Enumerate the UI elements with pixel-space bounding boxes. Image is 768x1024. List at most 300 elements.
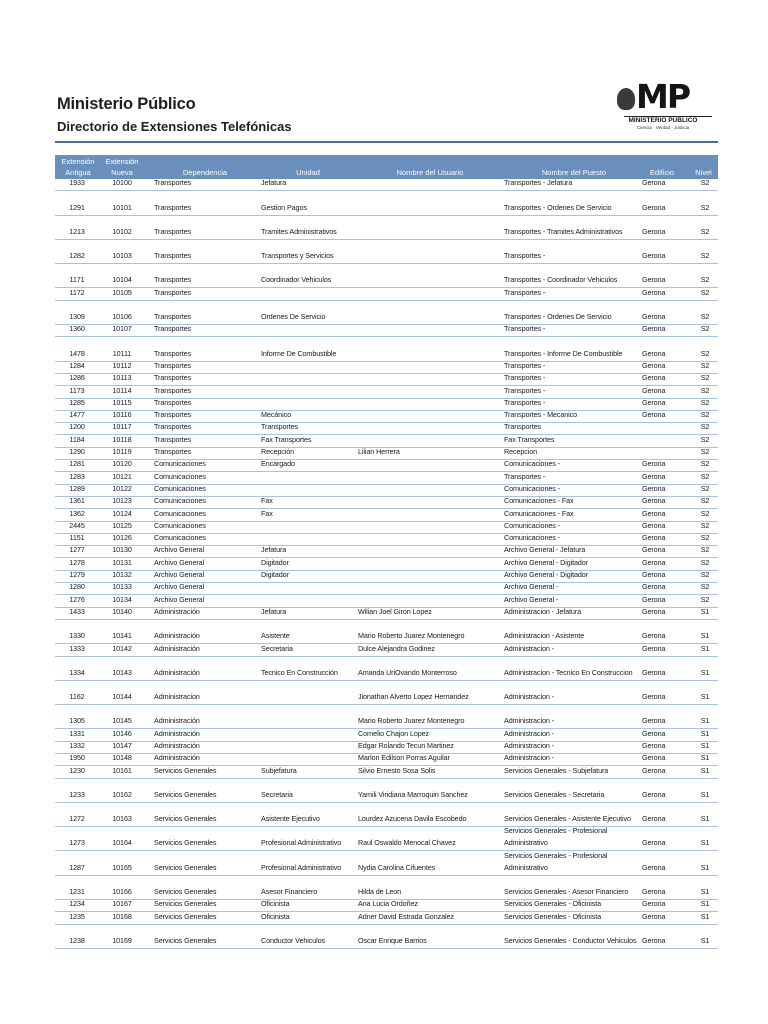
table-row <box>55 216 718 240</box>
cell-edificio: Gerona <box>642 692 666 702</box>
col-nombre-puesto: Nombre del Puesto <box>541 168 607 177</box>
cell-extension-antigua: 1280 <box>69 582 85 592</box>
cell-extension-nueva: 10147 <box>112 740 132 750</box>
cell-extension-antigua: 1231 <box>69 887 85 897</box>
cell-extension-antigua: 1281 <box>69 459 85 469</box>
cell-edificio: Gerona <box>642 557 666 567</box>
cell-unidad: Transportes <box>261 422 298 432</box>
cell-nombre-puesto: Administracion - <box>504 716 554 726</box>
cell-nivel: S1 <box>700 728 710 738</box>
cell-nivel: S2 <box>700 508 710 518</box>
cell-nombre-puesto: Transportes - <box>504 397 546 407</box>
cell-nivel: S1 <box>700 862 710 872</box>
cell-extension-antigua: 1290 <box>69 447 85 457</box>
cell-extension-nueva: 10142 <box>112 643 132 653</box>
cell-edificio: Gerona <box>642 520 666 530</box>
cell-nombre-puesto: Administracion - Asistente <box>504 631 585 641</box>
cell-nivel: S1 <box>700 753 710 763</box>
cell-nivel: S2 <box>700 275 710 285</box>
cell-dependencia: Transportes <box>154 373 191 383</box>
cell-nombre-puesto: Archivo General - Digitador <box>504 570 588 580</box>
cell-nivel: S2 <box>700 471 710 481</box>
cell-dependencia: Transportes <box>154 251 191 261</box>
cell-nivel: S2 <box>700 312 710 322</box>
cell-dependencia: Servicios Generales <box>154 765 217 775</box>
cell-nombre-usuario: Dulce Alejandra Godinez <box>358 643 435 653</box>
cell-extension-nueva: 10118 <box>112 434 132 444</box>
cell-edificio: Gerona <box>642 275 666 285</box>
cell-extension-nueva: 10148 <box>112 753 132 763</box>
cell-dependencia: Comunicaciones <box>154 533 206 543</box>
cell-extension-nueva: 10141 <box>112 631 132 641</box>
cell-dependencia: Servicios Generales <box>154 814 217 824</box>
cell-unidad: Conductor Vehiculos <box>261 935 326 945</box>
cell-dependencia: Archivo General <box>154 545 205 555</box>
cell-nivel: S1 <box>700 887 710 897</box>
cell-extension-nueva: 10167 <box>112 899 132 909</box>
cell-nivel: S2 <box>700 373 710 383</box>
cell-extension-nueva: 10133 <box>112 582 132 592</box>
cell-dependencia: Servicios Generales <box>154 887 217 897</box>
cell-unidad: Tramites Administrativos <box>261 226 337 236</box>
cell-nombre-puesto: Transportes - <box>504 471 546 481</box>
cell-extension-nueva: 10117 <box>112 422 132 432</box>
cell-edificio: Gerona <box>642 606 666 616</box>
table-header <box>55 155 718 179</box>
cell-dependencia: Comunicaciones <box>154 459 206 469</box>
cell-unidad: Jefatura <box>261 178 287 188</box>
cell-extension-nueva: 10114 <box>112 385 132 395</box>
cell-unidad: Asesor Financiero <box>261 887 318 897</box>
cell-nombre-puesto: Servicios Generales - Oficinista <box>504 899 602 909</box>
cell-dependencia: Transportes <box>154 385 191 395</box>
cell-extension-antigua: 1272 <box>69 814 85 824</box>
cell-nivel: S2 <box>700 202 710 212</box>
cell-extension-nueva: 10119 <box>112 447 132 457</box>
cell-extension-antigua: 1291 <box>69 202 85 212</box>
cell-nivel: S2 <box>700 483 710 493</box>
cell-extension-antigua: 1277 <box>69 545 85 555</box>
cell-edificio: Gerona <box>642 789 666 799</box>
ministerio-publico-logo <box>614 77 712 134</box>
cell-unidad: Fax <box>261 496 273 506</box>
cell-extension-nueva: 10131 <box>112 557 132 567</box>
cell-extension-antigua: 1200 <box>69 422 85 432</box>
cell-dependencia: Transportes <box>154 202 191 212</box>
cell-edificio: Gerona <box>642 545 666 555</box>
cell-nivel: S1 <box>700 667 710 677</box>
cell-nivel: S2 <box>700 178 710 188</box>
cell-dependencia: Transportes <box>154 422 191 432</box>
cell-nombre-puesto: Servicios Generales - Conductor Vehiculos <box>504 935 637 945</box>
cell-nombre-puesto: Comunicaciones - Fax <box>504 508 574 518</box>
cell-nombre-puesto: Servicios Generales - Profesional Administrativo <box>504 850 608 872</box>
cell-extension-nueva: 10164 <box>112 838 132 848</box>
logo-text: MP <box>636 77 690 116</box>
cell-edificio: Gerona <box>642 899 666 909</box>
cell-extension-antigua: 1287 <box>69 862 85 872</box>
cell-extension-nueva: 10104 <box>112 275 132 285</box>
cell-edificio: Gerona <box>642 287 666 297</box>
cell-unidad: Mecánico <box>261 410 291 420</box>
cell-extension-nueva: 10162 <box>112 789 132 799</box>
cell-nivel: S2 <box>700 348 710 358</box>
col-edificio: Edificio <box>649 168 675 177</box>
cell-dependencia: Transportes <box>154 410 191 420</box>
cell-extension-antigua: 1331 <box>69 728 85 738</box>
cell-nombre-puesto: Comunicaciones - <box>504 483 560 493</box>
cell-unidad: Asistente Ejecutivo <box>261 814 320 824</box>
table-row <box>55 851 718 875</box>
cell-nombre-puesto: Administracion - <box>504 692 554 702</box>
cell-nivel: S2 <box>700 360 710 370</box>
cell-nombre-puesto: Administracion - <box>504 728 554 738</box>
cell-dependencia: Transportes <box>154 360 191 370</box>
cell-unidad: Fax <box>261 508 273 518</box>
cell-nivel: S1 <box>700 814 710 824</box>
cell-extension-nueva: 10113 <box>112 373 132 383</box>
col-nivel: Nivel <box>695 168 712 177</box>
cell-extension-nueva: 10111 <box>112 348 132 358</box>
cell-extension-antigua: 1477 <box>69 410 85 420</box>
cell-extension-antigua: 1285 <box>69 397 85 407</box>
cell-edificio: Gerona <box>642 324 666 334</box>
cell-dependencia: Archivo General <box>154 582 205 592</box>
col-dependencia: Dependencia <box>182 168 228 177</box>
cell-nombre-puesto: Recepcion <box>504 447 538 457</box>
cell-edificio: Gerona <box>642 728 666 738</box>
logo-motto: Ciencia · Verdad · Justicia <box>636 125 690 130</box>
cell-edificio: Gerona <box>642 862 666 872</box>
col-extension-nueva: Extensión Nueva <box>105 157 139 177</box>
cell-nombre-usuario: Adner David Estrada Gonzalez <box>358 911 454 921</box>
cell-edificio: Gerona <box>642 814 666 824</box>
cell-dependencia: Transportes <box>154 348 191 358</box>
cell-nombre-puesto: Archivo General - <box>504 594 559 604</box>
cell-extension-antigua: 1362 <box>69 508 85 518</box>
cell-extension-nueva: 10112 <box>112 360 132 370</box>
cell-nivel: S1 <box>700 692 710 702</box>
cell-nombre-usuario: Oscar Enrique Barrios <box>358 935 427 945</box>
cell-extension-antigua: 1289 <box>69 483 85 493</box>
cell-extension-nueva: 10163 <box>112 814 132 824</box>
cell-extension-antigua: 1282 <box>69 251 85 261</box>
cell-dependencia: Servicios Generales <box>154 789 217 799</box>
cell-extension-nueva: 10161 <box>112 765 132 775</box>
cell-extension-antigua: 1233 <box>69 789 85 799</box>
cell-nivel: S1 <box>700 643 710 653</box>
col-extension-antigua: Extensión Antigua <box>61 157 95 177</box>
cell-nombre-usuario: Lilian Herrera <box>358 447 400 457</box>
cell-edificio: Gerona <box>642 838 666 848</box>
cell-extension-nueva: 10126 <box>112 533 132 543</box>
cell-nombre-puesto: Transportes - <box>504 373 546 383</box>
table-row <box>55 620 718 644</box>
cell-nombre-puesto: Archivo General - Digitador <box>504 557 588 567</box>
cell-nombre-puesto: Transportes - <box>504 385 546 395</box>
cell-edificio: Gerona <box>642 740 666 750</box>
cell-extension-nueva: 10103 <box>112 251 132 261</box>
cell-extension-antigua: 2445 <box>69 520 85 530</box>
cell-nombre-puesto: Transportes <box>504 422 541 432</box>
cell-edificio: Gerona <box>642 226 666 236</box>
cell-nombre-usuario: Nydia Carolina Cifuentes <box>358 862 436 872</box>
cell-nivel: S2 <box>700 251 710 261</box>
col-nombre-usuario: Nombre del Usuario <box>396 168 464 177</box>
cell-edificio: Gerona <box>642 348 666 358</box>
table-row <box>55 325 718 337</box>
page-title: Ministerio Público <box>57 95 196 113</box>
cell-nombre-puesto: Servicios Generales - Profesional Administrativo <box>504 826 608 848</box>
cell-extension-antigua: 1171 <box>69 275 85 285</box>
cell-nivel: S2 <box>700 385 710 395</box>
cell-nivel: S2 <box>700 397 710 407</box>
cell-extension-antigua: 1283 <box>69 471 85 481</box>
cell-nombre-puesto: Servicios Generales - Secretaria <box>504 789 605 799</box>
cell-extension-nueva: 10115 <box>112 397 132 407</box>
cell-nombre-puesto: Administracion - Tecnico En Construccion <box>504 667 633 677</box>
cell-nivel: S2 <box>700 557 710 567</box>
cell-extension-nueva: 10145 <box>112 716 132 726</box>
cell-nombre-usuario: Amanda UriOvando Monterroso <box>358 667 457 677</box>
cell-nombre-puesto: Fax Transportes <box>504 434 555 444</box>
cell-extension-nueva: 10107 <box>112 324 132 334</box>
cell-nombre-usuario: Lourdez Azucena Davila Escobedo <box>358 814 467 824</box>
cell-unidad: Tecnico En Construcción <box>261 667 338 677</box>
cell-edificio: Gerona <box>642 667 666 677</box>
cell-nivel: S2 <box>700 447 710 457</box>
cell-nivel: S1 <box>700 911 710 921</box>
cell-nivel: S2 <box>700 520 710 530</box>
cell-extension-antigua: 1230 <box>69 765 85 775</box>
cell-dependencia: Servicios Generales <box>154 935 217 945</box>
cell-nombre-puesto: Servicios Generales - Oficinista <box>504 911 602 921</box>
cell-extension-antigua: 1213 <box>69 226 85 236</box>
cell-edificio: Gerona <box>642 765 666 775</box>
cell-extension-nueva: 10123 <box>112 496 132 506</box>
cell-unidad: Secretaria <box>261 643 293 653</box>
cell-nombre-usuario: Hilda de Leon <box>358 887 402 897</box>
cell-edificio: Gerona <box>642 397 666 407</box>
cell-dependencia: Archivo General <box>154 557 205 567</box>
cell-extension-antigua: 1279 <box>69 570 85 580</box>
cell-dependencia: Archivo General <box>154 570 205 580</box>
cell-dependencia: Administración <box>154 753 200 763</box>
cell-edificio: Gerona <box>642 935 666 945</box>
cell-edificio: Gerona <box>642 471 666 481</box>
cell-extension-antigua: 1235 <box>69 911 85 921</box>
logo-subtitle: MINISTERIO PÚBLICO <box>628 117 698 124</box>
cell-unidad: Fax Transportes <box>261 434 312 444</box>
cell-nombre-puesto: Servicios Generales - Subjefatura <box>504 765 609 775</box>
cell-extension-nueva: 10132 <box>112 570 132 580</box>
cell-unidad: Jefatura <box>261 606 287 616</box>
table-row <box>55 779 718 803</box>
cell-extension-antigua: 1151 <box>69 533 85 543</box>
cell-nivel: S1 <box>700 765 710 775</box>
cell-nombre-puesto: Transportes - <box>504 287 546 297</box>
cell-edificio: Gerona <box>642 508 666 518</box>
cell-dependencia: Transportes <box>154 275 191 285</box>
cell-nivel: S2 <box>700 287 710 297</box>
cell-nombre-usuario: Silvio Ernesto Sosa Solis <box>358 765 436 775</box>
cell-dependencia: Administración <box>154 606 200 616</box>
cell-dependencia: Transportes <box>154 287 191 297</box>
cell-extension-antigua: 1309 <box>69 312 85 322</box>
cell-extension-antigua: 1305 <box>69 716 85 726</box>
cell-dependencia: Transportes <box>154 447 191 457</box>
cell-nombre-puesto: Transportes - <box>504 251 546 261</box>
cell-nivel: S1 <box>700 838 710 848</box>
cell-dependencia: Administración <box>154 728 200 738</box>
cell-edificio: Gerona <box>642 459 666 469</box>
cell-nombre-puesto: Transportes - Informe De Combustible <box>504 348 623 358</box>
cell-nombre-puesto: Transportes - <box>504 324 546 334</box>
cell-extension-nueva: 10169 <box>112 935 132 945</box>
cell-extension-antigua: 1330 <box>69 631 85 641</box>
table-row <box>55 644 718 656</box>
cell-extension-antigua: 1276 <box>69 594 85 604</box>
cell-dependencia: Administración <box>154 643 200 653</box>
table-row <box>55 705 718 729</box>
cell-edificio: Gerona <box>642 631 666 641</box>
cell-nombre-puesto: Administracion - <box>504 740 554 750</box>
cell-extension-antigua: 1433 <box>69 606 85 616</box>
cell-unidad: Asistente <box>261 631 290 641</box>
cell-extension-nueva: 10105 <box>112 287 132 297</box>
cell-nombre-puesto: Transportes - <box>504 360 546 370</box>
cell-extension-nueva: 10122 <box>112 483 132 493</box>
cell-nombre-puesto: Comunicaciones - <box>504 459 560 469</box>
cell-unidad: Coordinador Vehiculos <box>261 275 332 285</box>
cell-nivel: S2 <box>700 594 710 604</box>
table-row <box>55 766 718 778</box>
cell-dependencia: Transportes <box>154 178 191 188</box>
cell-extension-nueva: 10140 <box>112 606 132 616</box>
cell-edificio: Gerona <box>642 582 666 592</box>
table-row <box>55 301 718 325</box>
cell-extension-antigua: 1162 <box>69 692 85 702</box>
title-divider <box>55 141 718 143</box>
cell-nivel: S2 <box>700 410 710 420</box>
cell-extension-nueva: 10102 <box>112 226 132 236</box>
cell-dependencia: Servicios Generales <box>154 838 217 848</box>
table-row <box>55 876 718 900</box>
cell-nombre-usuario: Ana Lucia Ordoñez <box>358 899 418 909</box>
cell-extension-antigua: 1284 <box>69 360 85 370</box>
cell-nombre-puesto: Servicios Generales - Asistente Ejecutivo <box>504 814 631 824</box>
cell-nivel: S2 <box>700 226 710 236</box>
table-row <box>55 288 718 300</box>
cell-nombre-puesto: Comunicaciones - Fax <box>504 496 574 506</box>
cell-dependencia: Comunicaciones <box>154 471 206 481</box>
cell-nombre-puesto: Administracion - Jefatura <box>504 606 581 616</box>
cell-extension-antigua: 1361 <box>69 496 85 506</box>
cell-extension-antigua: 1478 <box>69 348 85 358</box>
cell-edificio: Gerona <box>642 911 666 921</box>
cell-extension-antigua: 1950 <box>69 753 85 763</box>
cell-unidad: Jefatura <box>261 545 287 555</box>
cell-nivel: S2 <box>700 434 710 444</box>
cell-nombre-usuario: Mario Roberto Juarez Montenegro <box>358 716 465 726</box>
cell-nombre-usuario: Marlon Edilson Porras Aguilar <box>358 753 450 763</box>
cell-edificio: Gerona <box>642 533 666 543</box>
cell-extension-nueva: 10124 <box>112 508 132 518</box>
cell-nombre-usuario: Yamili Viridiana Marroquin Sanchez <box>358 789 468 799</box>
cell-nombre-puesto: Administracion - <box>504 643 554 653</box>
cell-nivel: S2 <box>700 545 710 555</box>
cell-extension-antigua: 1173 <box>69 385 85 395</box>
cell-unidad: Profesional Administrativo <box>261 862 342 872</box>
cell-extension-nueva: 10130 <box>112 545 132 555</box>
cell-nivel: S1 <box>700 631 710 641</box>
cell-nivel: S1 <box>700 789 710 799</box>
cell-extension-antigua: 1360 <box>69 324 85 334</box>
cell-unidad: Gestion Pagos <box>261 202 307 212</box>
table-row <box>55 925 718 949</box>
cell-dependencia: Servicios Generales <box>154 911 217 921</box>
cell-edificio: Gerona <box>642 410 666 420</box>
table-row <box>55 264 718 288</box>
table-row <box>55 240 718 264</box>
cell-dependencia: Comunicaciones <box>154 496 206 506</box>
cell-unidad: Recepción <box>261 447 295 457</box>
table-body <box>55 179 718 949</box>
table-row <box>55 681 718 705</box>
seal-icon <box>617 88 635 110</box>
cell-edificio: Gerona <box>642 753 666 763</box>
table-row <box>55 912 718 924</box>
table-row <box>55 191 718 215</box>
cell-unidad: Informe De Combustible <box>261 348 337 358</box>
cell-extension-nueva: 10165 <box>112 862 132 872</box>
cell-edificio: Gerona <box>642 496 666 506</box>
cell-extension-nueva: 10101 <box>112 202 132 212</box>
cell-nombre-puesto: Administracion - <box>504 753 554 763</box>
cell-nombre-puesto: Transportes - Mecanico <box>504 410 578 420</box>
cell-extension-nueva: 10144 <box>112 692 132 702</box>
cell-extension-nueva: 10106 <box>112 312 132 322</box>
cell-edificio: Gerona <box>642 483 666 493</box>
cell-nombre-puesto: Transportes - Tramites Administrativos <box>504 226 623 236</box>
cell-edificio: Gerona <box>642 178 666 188</box>
cell-nombre-puesto: Comunicaciones - <box>504 533 560 543</box>
cell-edificio: Gerona <box>642 570 666 580</box>
cell-extension-nueva: 10100 <box>112 178 132 188</box>
cell-nombre-usuario: Raul Oswaldo Menocal Chavez <box>358 838 456 848</box>
cell-extension-antigua: 1234 <box>69 899 85 909</box>
cell-dependencia: Transportes <box>154 397 191 407</box>
cell-edificio: Gerona <box>642 643 666 653</box>
cell-edificio: Gerona <box>642 202 666 212</box>
cell-dependencia: Administración <box>154 740 200 750</box>
cell-extension-nueva: 10166 <box>112 887 132 897</box>
cell-nivel: S1 <box>700 740 710 750</box>
cell-edificio: Gerona <box>642 887 666 897</box>
cell-dependencia: Servicios Generales <box>154 899 217 909</box>
col-unidad: Unidad <box>296 168 320 177</box>
cell-unidad: Oficinista <box>261 899 290 909</box>
cell-dependencia: Servicios Generales <box>154 862 217 872</box>
cell-nombre-usuario: Edgar Rolando Tecun Martinez <box>358 740 454 750</box>
cell-extension-nueva: 10125 <box>112 520 132 530</box>
cell-nivel: S2 <box>700 422 710 432</box>
table-row <box>55 803 718 827</box>
cell-nivel: S1 <box>700 606 710 616</box>
cell-extension-antigua: 1172 <box>69 287 85 297</box>
cell-nivel: S2 <box>700 496 710 506</box>
cell-nombre-puesto: Transportes - Coordinador Vehiculos <box>504 275 618 285</box>
